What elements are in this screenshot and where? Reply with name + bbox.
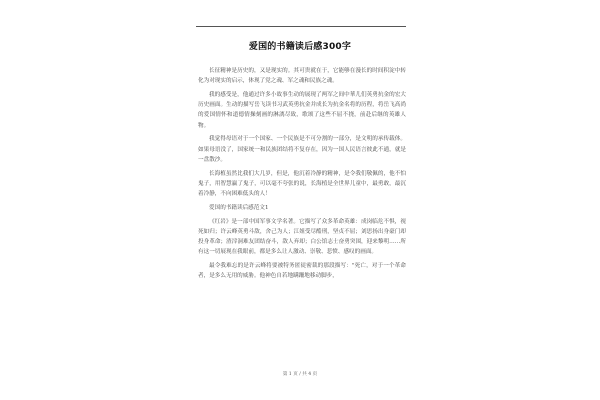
paragraph: 长海植虽然比我们大几岁，但是，他沉着冷静的精神，是令我们敬佩的，他不怕鬼子，用智慧赢了鬼子，可以毫不夸张的说，长海植是全世界儿童中，最勇敢，最沉着冷静，不向困难低头的人！ (198, 170, 406, 198)
header-rule (196, 26, 406, 27)
paragraph: 最令我难忘的是许云峰将要被特务匿徒密裁的那段描写："死亡，对于一个革命者，是多么无用的威胁。他神色自若地蹒跚地移动脚步， (198, 263, 406, 280)
paragraph: 《红岩》是一部中国军事文学名著。它描写了众多革命英雄：成岗临危不惧，视死如归；许云峰英勇斗敌，舍己为人；江姐受尽酷刑，坚贞不屈；刘思扬出身豪门却投身革命；渣滓洞难友团结奋斗，敌人弃却；白公馆志士奋勇突围，迎来黎明……所有这一切展现在我眼前，都是多么让人激动、崇敬、悲愤、感叹的画面。 (198, 218, 406, 256)
document-body (198, 66, 406, 285)
paragraph: 我觉得母语对于一个国家、一个民族是不可分割的一部分，是文明的承传载体。如果母语没了，国家统一和民族团结将不复存在，因为一国人民语言彼此不通，就是一盘散沙。 (198, 136, 406, 163)
section-heading: 爱国的书籍读后感范文1 (209, 204, 269, 211)
document-title: 爱国的书籍读后感300字 (248, 42, 352, 52)
paragraph: 长征精神是历史的，又是现实的。其可贵就在于，它能够在漫长的时间积淀中转化为对现实的启示，体现了党之魂、军之魂和民族之魂。 (198, 68, 406, 85)
paragraph: 我的感受是，他通过许多小故事生动的展现了两军之间中華儿们英勇抗金的宏大历史画面。生动的描写岳飞读书习武英勇抗金并成长为抗金名将的历程，将岳飞高尚的爱国情怀和道德情操刻画的淋漓尽致，歌颂了这些不屈不挠，前赴后继的英雄人物。 (198, 92, 406, 129)
page-footer: 第 1 页 / 共 4 页 (282, 372, 318, 377)
